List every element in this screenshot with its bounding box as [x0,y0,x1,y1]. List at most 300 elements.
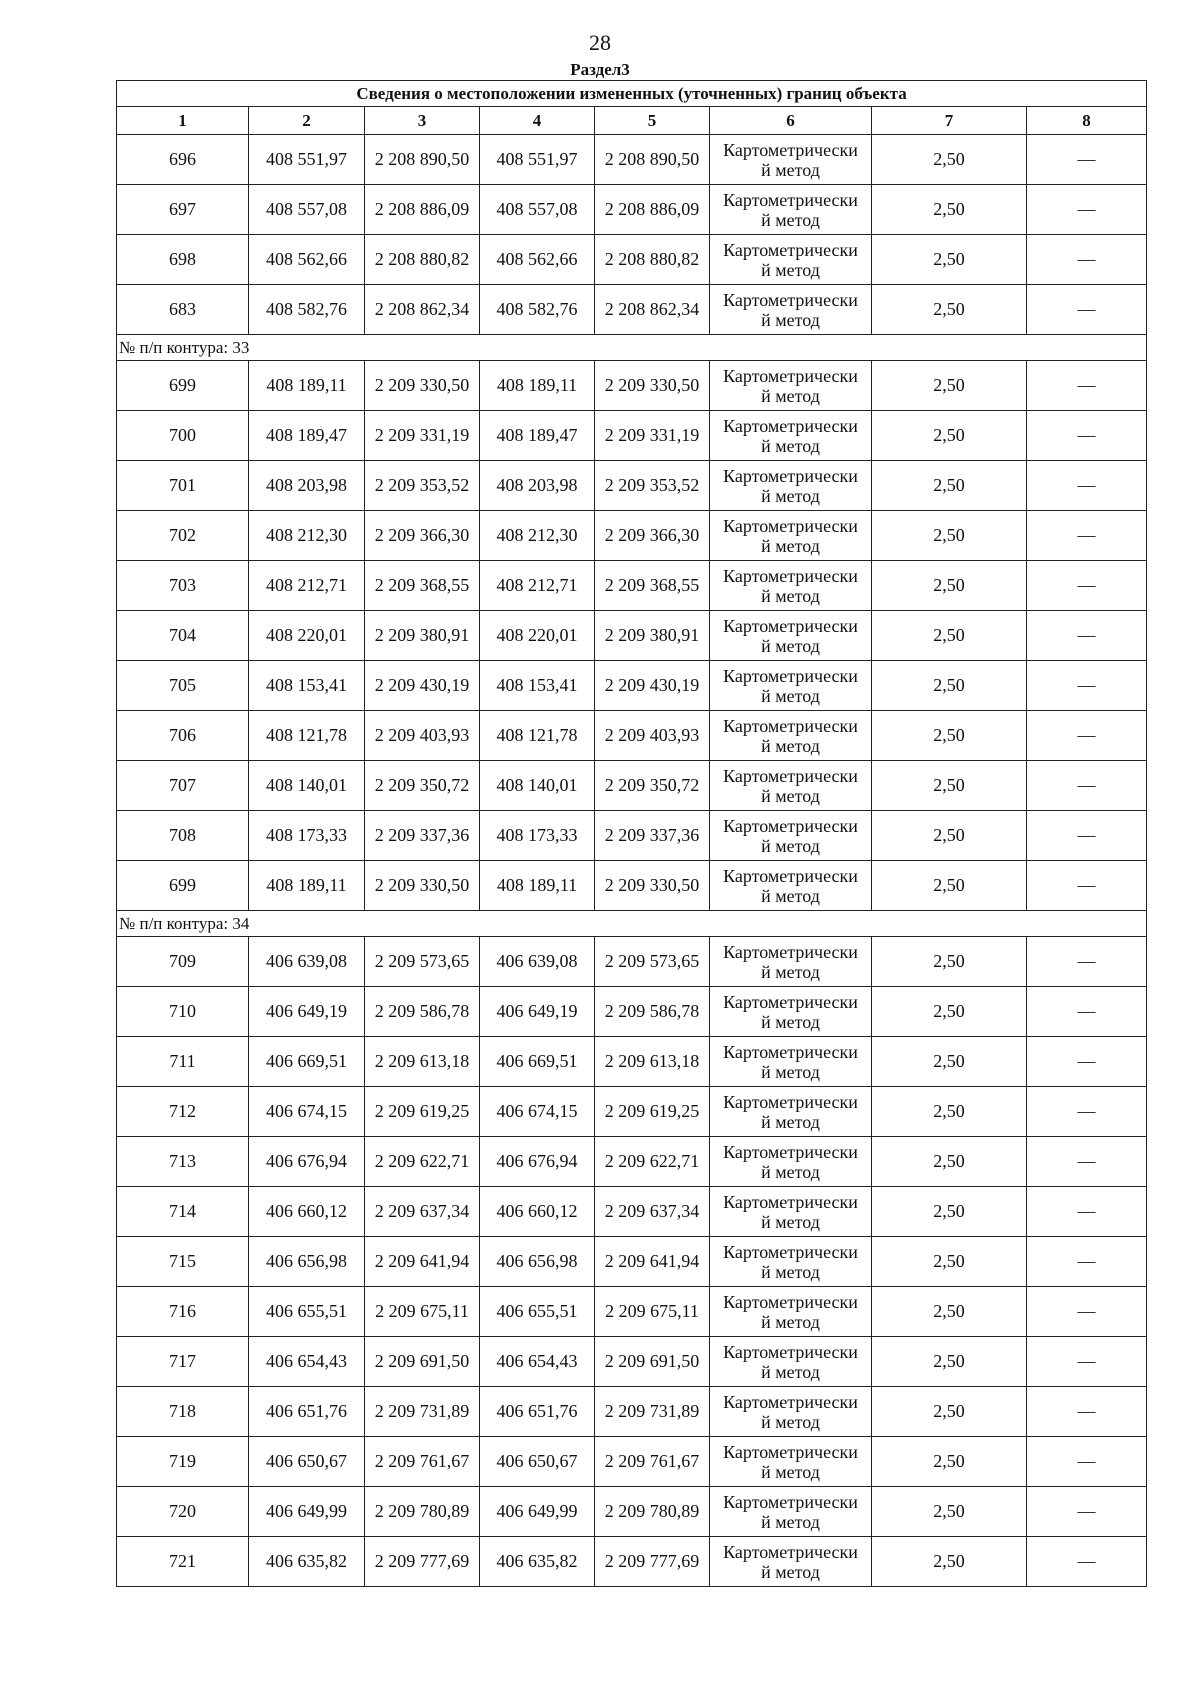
description-cell: — [1027,711,1147,761]
x-coordinate-cell: 406 635,82 [480,1537,595,1587]
accuracy-cell: 2,50 [872,285,1027,335]
y-coordinate-cell: 2 209 430,19 [365,661,480,711]
x-coordinate-cell: 408 121,78 [249,711,365,761]
y-coordinate-cell: 2 209 366,30 [365,511,480,561]
x-coordinate-cell: 406 655,51 [480,1287,595,1337]
description-cell: — [1027,461,1147,511]
y-coordinate-cell: 2 208 886,09 [365,185,480,235]
accuracy-cell: 2,50 [872,1337,1027,1387]
method-text-line: й метод [761,1161,820,1182]
y-coordinate-cell: 2 209 622,71 [365,1137,480,1187]
point-number-cell: 715 [117,1237,249,1287]
x-coordinate-cell: 406 639,08 [480,937,595,987]
y-coordinate-cell: 2 209 573,65 [365,937,480,987]
description-cell: — [1027,1287,1147,1337]
method-cell [710,711,872,761]
y-coordinate-cell: 2 208 880,82 [365,235,480,285]
x-coordinate-cell: 406 660,12 [249,1187,365,1237]
x-coordinate-cell: 406 649,19 [480,987,595,1037]
method-cell [710,661,872,711]
x-coordinate-cell: 406 651,76 [480,1387,595,1437]
point-number-cell: 708 [117,811,249,861]
method-cell [710,511,872,561]
accuracy-cell: 2,50 [872,1437,1027,1487]
y-coordinate-cell: 2 209 350,72 [365,761,480,811]
point-number-cell: 718 [117,1387,249,1437]
method-text-line: й метод [761,885,820,906]
description-cell: — [1027,811,1147,861]
contour-header-row [117,335,1147,361]
accuracy-cell: 2,50 [872,987,1027,1037]
method-cell [710,1287,872,1337]
column-header: 8 [1027,107,1147,135]
column-header: 1 [117,107,249,135]
description-cell: — [1027,185,1147,235]
y-coordinate-cell: 2 209 403,93 [595,711,710,761]
method-cell [710,1237,872,1287]
description-cell: — [1027,235,1147,285]
accuracy-cell: 2,50 [872,361,1027,411]
table-row [117,235,1147,285]
y-coordinate-cell: 2 209 777,69 [365,1537,480,1587]
method-cell [710,1037,872,1087]
column-header: 2 [249,107,365,135]
boundary-table [116,80,1147,1587]
y-coordinate-cell: 2 209 380,91 [365,611,480,661]
column-header: 6 [710,107,872,135]
description-cell: — [1027,1337,1147,1387]
point-number-cell: 710 [117,987,249,1037]
x-coordinate-cell: 408 189,47 [480,411,595,461]
table-row [117,135,1147,185]
section-title: Раздел3 [570,60,630,79]
x-coordinate-cell: 408 551,97 [480,135,595,185]
table-row [117,1487,1147,1537]
accuracy-cell: 2,50 [872,1087,1027,1137]
x-coordinate-cell: 406 669,51 [480,1037,595,1087]
description-cell: — [1027,1437,1147,1487]
table-row [117,987,1147,1037]
y-coordinate-cell: 2 209 761,67 [365,1437,480,1487]
description-cell: — [1027,937,1147,987]
table-row [117,1537,1147,1587]
method-text-line: Картометрически [723,189,858,210]
x-coordinate-cell: 408 551,97 [249,135,365,185]
x-coordinate-cell: 406 654,43 [249,1337,365,1387]
table-row [117,1387,1147,1437]
y-coordinate-cell: 2 209 641,94 [595,1237,710,1287]
method-text-line: Картометрически [723,665,858,686]
method-cell [710,135,872,185]
column-header: 5 [595,107,710,135]
method-cell [710,235,872,285]
accuracy-cell: 2,50 [872,611,1027,661]
point-number-cell: 713 [117,1137,249,1187]
y-coordinate-cell: 2 209 613,18 [365,1037,480,1087]
contour-label: № п/п контура: 34 [117,911,1147,937]
method-text-line: й метод [761,385,820,406]
x-coordinate-cell: 406 656,98 [249,1237,365,1287]
description-cell: — [1027,1537,1147,1587]
table-row [117,761,1147,811]
y-coordinate-cell: 2 209 619,25 [595,1087,710,1137]
accuracy-cell: 2,50 [872,1187,1027,1237]
method-text-line: й метод [761,1411,820,1432]
method-text-line: Картометрически [723,865,858,886]
method-text-line: Картометрически [723,415,858,436]
table-row [117,1237,1147,1287]
method-text-line: Картометрически [723,565,858,586]
accuracy-cell: 2,50 [872,1137,1027,1187]
method-cell [710,611,872,661]
accuracy-cell: 2,50 [872,235,1027,285]
x-coordinate-cell: 408 189,11 [480,861,595,911]
method-text-line: й метод [761,961,820,982]
method-text-line: й метод [761,685,820,706]
y-coordinate-cell: 2 208 862,34 [365,285,480,335]
x-coordinate-cell: 406 674,15 [480,1087,595,1137]
method-cell [710,411,872,461]
x-coordinate-cell: 408 173,33 [249,811,365,861]
x-coordinate-cell: 408 220,01 [480,611,595,661]
y-coordinate-cell: 2 209 619,25 [365,1087,480,1137]
y-coordinate-cell: 2 209 586,78 [365,987,480,1037]
y-coordinate-cell: 2 209 403,93 [365,711,480,761]
description-cell: — [1027,1137,1147,1187]
method-text-line: й метод [761,1361,820,1382]
table-row [117,461,1147,511]
point-number-cell: 700 [117,411,249,461]
method-cell [710,185,872,235]
point-number-cell: 711 [117,1037,249,1087]
x-coordinate-cell: 408 140,01 [249,761,365,811]
x-coordinate-cell: 408 153,41 [480,661,595,711]
method-text-line: Картометрически [723,1141,858,1162]
x-coordinate-cell: 408 212,30 [480,511,595,561]
x-coordinate-cell: 408 189,47 [249,411,365,461]
x-coordinate-cell: 408 212,71 [480,561,595,611]
method-text-line: Картометрически [723,515,858,536]
method-text-line: Картометрически [723,289,858,310]
y-coordinate-cell: 2 209 331,19 [595,411,710,461]
method-text-line: й метод [761,435,820,456]
y-coordinate-cell: 2 209 380,91 [595,611,710,661]
method-text-line: Картометрически [723,815,858,836]
method-cell [710,1537,872,1587]
table-row [117,811,1147,861]
method-text-line: й метод [761,635,820,656]
method-text-line: й метод [761,1011,820,1032]
point-number-cell: 720 [117,1487,249,1537]
x-coordinate-cell: 406 649,99 [249,1487,365,1537]
y-coordinate-cell: 2 209 641,94 [365,1237,480,1287]
description-cell: — [1027,361,1147,411]
x-coordinate-cell: 406 656,98 [480,1237,595,1287]
point-number-cell: 696 [117,135,249,185]
accuracy-cell: 2,50 [872,1037,1027,1087]
point-number-cell: 709 [117,937,249,987]
method-text-line: Картометрически [723,1091,858,1112]
description-cell: — [1027,1487,1147,1537]
y-coordinate-cell: 2 209 780,89 [365,1487,480,1537]
method-text-line: Картометрически [723,1241,858,1262]
description-cell: — [1027,1387,1147,1437]
point-number-cell: 714 [117,1187,249,1237]
column-header: 4 [480,107,595,135]
x-coordinate-cell: 408 203,98 [249,461,365,511]
description-cell: — [1027,661,1147,711]
method-text-line: Картометрически [723,1541,858,1562]
method-text-line: Картометрически [723,615,858,636]
y-coordinate-cell: 2 209 330,50 [595,861,710,911]
accuracy-cell: 2,50 [872,1237,1027,1287]
table-row [117,1137,1147,1187]
table-row [117,1437,1147,1487]
accuracy-cell: 2,50 [872,661,1027,711]
method-text-line: Картометрически [723,1491,858,1512]
x-coordinate-cell: 406 635,82 [249,1537,365,1587]
y-coordinate-cell: 2 209 731,89 [365,1387,480,1437]
method-cell [710,461,872,511]
table-row [117,937,1147,987]
y-coordinate-cell: 2 209 337,36 [595,811,710,861]
x-coordinate-cell: 406 650,67 [249,1437,365,1487]
method-text-line: й метод [761,585,820,606]
method-cell [710,1387,872,1437]
method-cell [710,937,872,987]
y-coordinate-cell: 2 209 353,52 [365,461,480,511]
point-number-cell: 705 [117,661,249,711]
page-number: 28 [589,30,611,55]
method-cell [710,1137,872,1187]
y-coordinate-cell: 2 209 637,34 [365,1187,480,1237]
y-coordinate-cell: 2 209 691,50 [365,1337,480,1387]
accuracy-cell: 2,50 [872,135,1027,185]
x-coordinate-cell: 408 189,11 [249,861,365,911]
method-text-line: й метод [761,1061,820,1082]
x-coordinate-cell: 406 655,51 [249,1287,365,1337]
method-text-line: Картометрически [723,1441,858,1462]
method-text-line: Картометрически [723,941,858,962]
method-cell [710,1437,872,1487]
contour-header-row [117,911,1147,937]
table-row [117,1037,1147,1087]
y-coordinate-cell: 2 208 862,34 [595,285,710,335]
method-text-line: й метод [761,1311,820,1332]
accuracy-cell: 2,50 [872,461,1027,511]
accuracy-cell: 2,50 [872,1537,1027,1587]
point-number-cell: 701 [117,461,249,511]
description-cell: — [1027,611,1147,661]
table-row [117,561,1147,611]
method-cell [710,361,872,411]
method-cell [710,761,872,811]
method-cell [710,811,872,861]
x-coordinate-cell: 406 651,76 [249,1387,365,1437]
point-number-cell: 704 [117,611,249,661]
x-coordinate-cell: 408 562,66 [480,235,595,285]
accuracy-cell: 2,50 [872,1287,1027,1337]
table-row [117,185,1147,235]
x-coordinate-cell: 408 173,33 [480,811,595,861]
table-caption: Сведения о местоположении измененных (уточненных) границ объекта [117,81,1147,107]
x-coordinate-cell: 408 121,78 [480,711,595,761]
x-coordinate-cell: 408 140,01 [480,761,595,811]
y-coordinate-cell: 2 209 780,89 [595,1487,710,1537]
point-number-cell: 698 [117,235,249,285]
method-text-line: й метод [761,785,820,806]
accuracy-cell: 2,50 [872,1387,1027,1437]
method-text-line: й метод [761,1561,820,1582]
y-coordinate-cell: 2 208 880,82 [595,235,710,285]
y-coordinate-cell: 2 209 330,50 [365,361,480,411]
method-text-line: й метод [761,835,820,856]
accuracy-cell: 2,50 [872,761,1027,811]
y-coordinate-cell: 2 208 890,50 [365,135,480,185]
y-coordinate-cell: 2 209 622,71 [595,1137,710,1187]
x-coordinate-cell: 406 676,94 [249,1137,365,1187]
x-coordinate-cell: 406 650,67 [480,1437,595,1487]
x-coordinate-cell: 408 220,01 [249,611,365,661]
method-text-line: й метод [761,1461,820,1482]
y-coordinate-cell: 2 209 675,11 [595,1287,710,1337]
y-coordinate-cell: 2 208 886,09 [595,185,710,235]
description-cell: — [1027,561,1147,611]
table-row [117,611,1147,661]
y-coordinate-cell: 2 209 368,55 [365,561,480,611]
accuracy-cell: 2,50 [872,861,1027,911]
method-cell [710,1487,872,1537]
x-coordinate-cell: 408 189,11 [480,361,595,411]
point-number-cell: 721 [117,1537,249,1587]
method-text-line: Картометрически [723,139,858,160]
table-row [117,361,1147,411]
y-coordinate-cell: 2 209 637,34 [595,1187,710,1237]
table-row [117,861,1147,911]
method-text-line: Картометрически [723,365,858,386]
method-text-line: й метод [761,309,820,330]
method-text-line: й метод [761,259,820,280]
y-coordinate-cell: 2 209 573,65 [595,937,710,987]
x-coordinate-cell: 408 582,76 [480,285,595,335]
y-coordinate-cell: 2 209 366,30 [595,511,710,561]
contour-label: № п/п контура: 33 [117,335,1147,361]
table-row [117,1337,1147,1387]
table-row [117,1187,1147,1237]
description-cell: — [1027,511,1147,561]
x-coordinate-cell: 406 649,19 [249,987,365,1037]
method-text-line: Картометрически [723,991,858,1012]
table-row [117,285,1147,335]
x-coordinate-cell: 406 669,51 [249,1037,365,1087]
x-coordinate-cell: 408 557,08 [249,185,365,235]
y-coordinate-cell: 2 209 691,50 [595,1337,710,1387]
x-coordinate-cell: 408 153,41 [249,661,365,711]
y-coordinate-cell: 2 209 330,50 [365,861,480,911]
y-coordinate-cell: 2 209 613,18 [595,1037,710,1087]
x-coordinate-cell: 406 676,94 [480,1137,595,1187]
point-number-cell: 712 [117,1087,249,1137]
accuracy-cell: 2,50 [872,811,1027,861]
table-row [117,411,1147,461]
description-cell: — [1027,411,1147,461]
y-coordinate-cell: 2 209 761,67 [595,1437,710,1487]
method-text-line: Картометрически [723,1341,858,1362]
point-number-cell: 717 [117,1337,249,1387]
y-coordinate-cell: 2 209 368,55 [595,561,710,611]
method-text-line: й метод [761,535,820,556]
accuracy-cell: 2,50 [872,185,1027,235]
table-row [117,1287,1147,1337]
accuracy-cell: 2,50 [872,511,1027,561]
method-text-line: й метод [761,209,820,230]
method-cell [710,1187,872,1237]
method-text-line: й метод [761,1261,820,1282]
point-number-cell: 699 [117,361,249,411]
method-text-line: й метод [761,735,820,756]
method-text-line: Картометрически [723,765,858,786]
y-coordinate-cell: 2 209 331,19 [365,411,480,461]
description-cell: — [1027,1037,1147,1087]
y-coordinate-cell: 2 209 330,50 [595,361,710,411]
method-cell [710,561,872,611]
method-text-line: Картометрически [723,465,858,486]
method-cell [710,987,872,1037]
table-row [117,511,1147,561]
description-cell: — [1027,135,1147,185]
table-row [117,711,1147,761]
method-text-line: й метод [761,1511,820,1532]
method-text-line: й метод [761,159,820,180]
x-coordinate-cell: 408 189,11 [249,361,365,411]
table-caption-row [117,81,1147,107]
accuracy-cell: 2,50 [872,711,1027,761]
method-text-line: й метод [761,485,820,506]
y-coordinate-cell: 2 209 586,78 [595,987,710,1037]
x-coordinate-cell: 408 557,08 [480,185,595,235]
point-number-cell: 697 [117,185,249,235]
method-cell [710,1337,872,1387]
point-number-cell: 683 [117,285,249,335]
method-text-line: й метод [761,1111,820,1132]
point-number-cell: 719 [117,1437,249,1487]
description-cell: — [1027,285,1147,335]
description-cell: — [1027,987,1147,1037]
y-coordinate-cell: 2 209 675,11 [365,1287,480,1337]
point-number-cell: 716 [117,1287,249,1337]
x-coordinate-cell: 406 639,08 [249,937,365,987]
method-text-line: Картометрически [723,1191,858,1212]
x-coordinate-cell: 406 674,15 [249,1087,365,1137]
x-coordinate-cell: 406 654,43 [480,1337,595,1387]
x-coordinate-cell: 408 562,66 [249,235,365,285]
description-cell: — [1027,1087,1147,1137]
column-header: 3 [365,107,480,135]
description-cell: — [1027,861,1147,911]
method-cell [710,285,872,335]
table-row [117,1087,1147,1137]
y-coordinate-cell: 2 209 337,36 [365,811,480,861]
method-text-line: Картометрически [723,715,858,736]
x-coordinate-cell: 408 212,71 [249,561,365,611]
point-number-cell: 703 [117,561,249,611]
description-cell: — [1027,1237,1147,1287]
x-coordinate-cell: 408 582,76 [249,285,365,335]
method-text-line: Картометрически [723,1391,858,1412]
y-coordinate-cell: 2 209 350,72 [595,761,710,811]
column-header-row [117,107,1147,135]
point-number-cell: 706 [117,711,249,761]
